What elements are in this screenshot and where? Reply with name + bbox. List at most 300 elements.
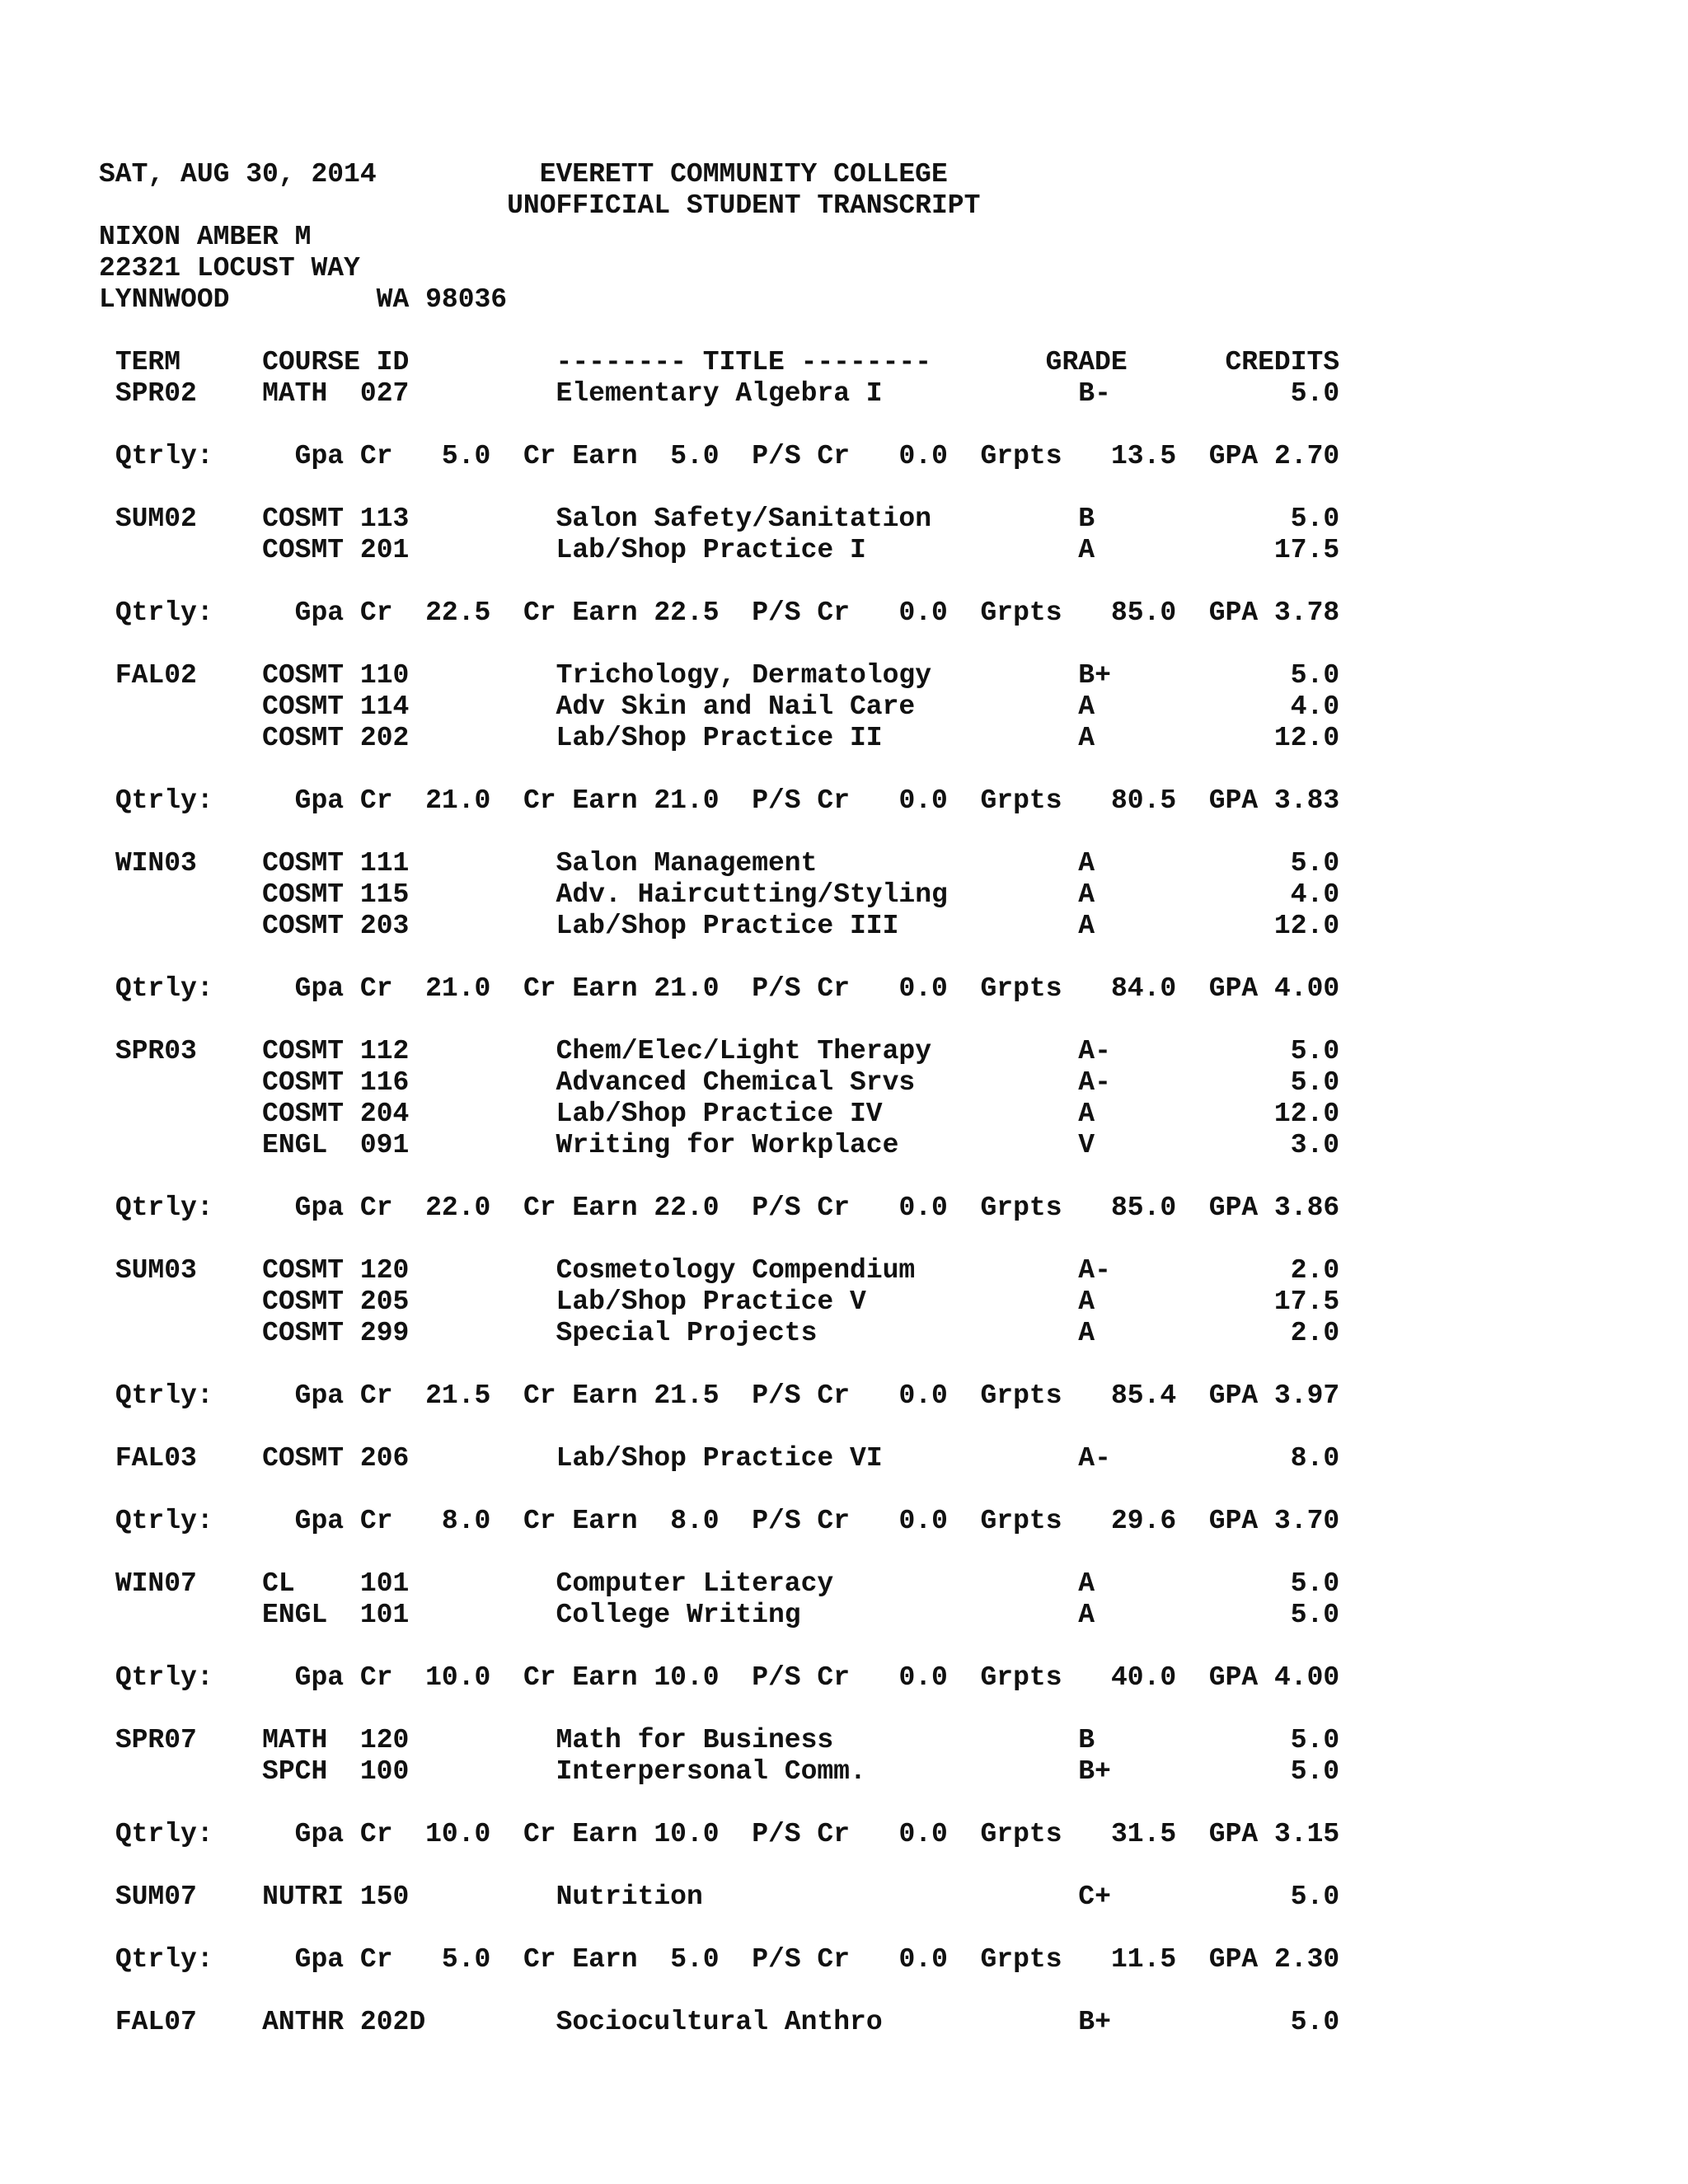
gpa-label: GPA: [1208, 441, 1259, 471]
course-dept: NUTRI: [262, 1882, 345, 1912]
gpa-cr-label: Gpa Cr: [294, 1662, 393, 1693]
course-credits: 17.5: [1273, 535, 1340, 565]
blank-line: [99, 1224, 1339, 1255]
term-code: FAL02: [115, 660, 197, 691]
gpa-cr-label: Gpa Cr: [294, 1944, 393, 1975]
course-title: Advanced Chemical Srvs: [556, 1067, 916, 1098]
header-line-date: [99, 159, 1339, 190]
course-grade: A: [1078, 691, 1095, 722]
ps-cr-label: P/S Cr: [752, 1819, 851, 1849]
cr-earn-value: 5.0: [670, 1944, 720, 1975]
course-number: 204: [359, 1099, 410, 1129]
course-credits: 5.0: [1290, 848, 1340, 879]
course-grade: A: [1078, 1286, 1095, 1317]
course-grade: A: [1078, 848, 1095, 879]
ps-cr-value: 0.0: [898, 598, 948, 628]
cr-earn-label: Cr Earn: [523, 441, 638, 471]
cr-earn-label: Cr Earn: [523, 1506, 638, 1536]
course-number: 100: [359, 1756, 410, 1787]
gpa-label: GPA: [1208, 1944, 1259, 1975]
gpa-value: 3.78: [1274, 598, 1340, 628]
grpts-label: Grpts: [980, 1506, 1062, 1536]
course-title: Lab/Shop Practice V: [556, 1286, 866, 1317]
course-row: [99, 504, 1339, 535]
gpa-value: 3.97: [1274, 1380, 1340, 1411]
course-number: 205: [359, 1286, 410, 1317]
course-grade: A: [1078, 1318, 1095, 1348]
course-dept: COSMT: [262, 691, 345, 722]
gpa-value: 2.70: [1274, 441, 1340, 471]
gpa-cr-label: Gpa Cr: [294, 785, 393, 816]
student-street: 22321 LOCUST WAY: [99, 253, 360, 284]
course-credits: 5.0: [1290, 1882, 1340, 1912]
course-title: Adv. Haircutting/Styling: [556, 879, 948, 910]
course-row: [99, 378, 1339, 410]
course-number: 299: [359, 1318, 410, 1348]
ps-cr-label: P/S Cr: [752, 1944, 851, 1975]
course-row: [99, 1882, 1339, 1913]
course-title: Lab/Shop Practice IV: [556, 1099, 883, 1129]
cr-earn-value: 10.0: [654, 1819, 720, 1849]
blank-line: [99, 817, 1339, 848]
gpa-value: 3.70: [1274, 1506, 1340, 1536]
course-row: [99, 1130, 1339, 1161]
course-grade: B+: [1078, 2007, 1111, 2037]
cr-earn-value: 21.0: [654, 785, 720, 816]
cr-earn-label: Cr Earn: [523, 785, 638, 816]
term-code: SPR02: [115, 378, 197, 409]
blank-line: [99, 1694, 1339, 1725]
cr-earn-value: 8.0: [670, 1506, 720, 1536]
course-row: [99, 911, 1339, 942]
course-title: Sociocultural Anthro: [556, 2007, 883, 2037]
student-name-line: [99, 222, 1339, 253]
gpa-value: 3.15: [1274, 1819, 1340, 1849]
course-title: Lab/Shop Practice III: [556, 911, 899, 941]
course-title: Salon Safety/Sanitation: [556, 504, 932, 534]
column-grade: GRADE: [1045, 347, 1128, 377]
course-title: Trichology, Dermatology: [556, 660, 932, 691]
ps-cr-label: P/S Cr: [752, 598, 851, 628]
course-credits: 4.0: [1290, 879, 1340, 910]
course-number: 101: [359, 1568, 410, 1599]
grpts-label: Grpts: [980, 785, 1062, 816]
course-dept: COSMT: [262, 535, 345, 565]
quarterly-summary-row: [99, 785, 1339, 817]
blank-line: [99, 410, 1339, 441]
course-row: [99, 691, 1339, 723]
student-state-zip: WA 98036: [376, 284, 508, 315]
blank-line: [99, 754, 1339, 785]
course-grade: B+: [1078, 660, 1111, 691]
cr-earn-value: 22.0: [654, 1193, 720, 1223]
course-row: [99, 660, 1339, 691]
student-city-line: [99, 284, 1339, 316]
course-credits: 5.0: [1290, 378, 1340, 409]
grpts-value: 80.5: [1110, 785, 1177, 816]
gpa-label: GPA: [1208, 1193, 1259, 1223]
course-number: 203: [359, 911, 410, 941]
course-dept: COSMT: [262, 879, 345, 910]
grpts-value: 31.5: [1110, 1819, 1177, 1849]
ps-cr-value: 0.0: [898, 1662, 948, 1693]
blank-line: [99, 1850, 1339, 1882]
document-title: UNOFFICIAL STUDENT TRANSCRIPT: [507, 190, 981, 221]
ps-cr-label: P/S Cr: [752, 973, 851, 1004]
gpa-value: 2.30: [1274, 1944, 1340, 1975]
gpa-cr-label: Gpa Cr: [294, 1506, 393, 1536]
gpa-cr-value: 5.0: [441, 441, 491, 471]
course-title: Special Projects: [556, 1318, 818, 1348]
course-row: [99, 1067, 1339, 1099]
grpts-label: Grpts: [980, 973, 1062, 1004]
cr-earn-value: 10.0: [654, 1662, 720, 1693]
course-dept: MATH: [262, 1725, 328, 1755]
course-dept: COSMT: [262, 848, 345, 879]
course-credits: 5.0: [1290, 660, 1340, 691]
quarterly-summary-row: [99, 973, 1339, 1005]
qtrly-label: Qtrly:: [115, 973, 213, 1004]
column-term: TERM: [115, 347, 181, 377]
quarterly-summary-row: [99, 1944, 1339, 1975]
term-code: SPR03: [115, 1036, 197, 1066]
course-number: 112: [359, 1036, 410, 1066]
course-title: Computer Literacy: [556, 1568, 834, 1599]
course-row: [99, 879, 1339, 911]
course-number: 206: [359, 1443, 410, 1474]
qtrly-label: Qtrly:: [115, 441, 213, 471]
course-row: [99, 1600, 1339, 1631]
course-dept: COSMT: [262, 911, 345, 941]
cr-earn-value: 5.0: [670, 441, 720, 471]
course-number: 113: [359, 504, 410, 534]
grpts-value: 40.0: [1110, 1662, 1177, 1693]
course-title: Nutrition: [556, 1882, 703, 1912]
course-title: Lab/Shop Practice I: [556, 535, 866, 565]
quarterly-summary-row: [99, 1506, 1339, 1537]
ps-cr-label: P/S Cr: [752, 1662, 851, 1693]
blank-line: [99, 1631, 1339, 1662]
cr-earn-value: 22.5: [654, 598, 720, 628]
gpa-cr-value: 10.0: [425, 1819, 491, 1849]
course-grade: A: [1078, 535, 1095, 565]
course-row: [99, 1443, 1339, 1474]
blank-line: [99, 1412, 1339, 1443]
course-dept: MATH: [262, 378, 328, 409]
course-grade: V: [1078, 1130, 1095, 1160]
course-row: [99, 535, 1339, 566]
course-dept: ANTHR: [262, 2007, 345, 2037]
course-title: Math for Business: [556, 1725, 834, 1755]
course-grade: A-: [1078, 1443, 1111, 1474]
course-dept: COSMT: [262, 1318, 345, 1348]
blank-line: [99, 629, 1339, 660]
course-credits: 5.0: [1290, 1568, 1340, 1599]
gpa-cr-value: 10.0: [425, 1662, 491, 1693]
ps-cr-label: P/S Cr: [752, 1193, 851, 1223]
gpa-cr-label: Gpa Cr: [294, 598, 393, 628]
ps-cr-value: 0.0: [898, 1944, 948, 1975]
course-dept: COSMT: [262, 504, 345, 534]
course-row: [99, 1099, 1339, 1130]
course-dept: COSMT: [262, 1255, 345, 1286]
qtrly-label: Qtrly:: [115, 1506, 213, 1536]
gpa-cr-label: Gpa Cr: [294, 1819, 393, 1849]
grpts-label: Grpts: [980, 1944, 1062, 1975]
blank-line: [99, 1537, 1339, 1568]
course-grade: A: [1078, 723, 1095, 753]
quarterly-summary-row: [99, 1380, 1339, 1412]
blank-line: [99, 1349, 1339, 1380]
column-course-id: COURSE ID: [262, 347, 410, 377]
column-header-row: [99, 347, 1339, 378]
gpa-label: GPA: [1208, 598, 1259, 628]
student-name: NIXON AMBER M: [99, 222, 312, 252]
blank-line: [99, 1913, 1339, 1944]
grpts-label: Grpts: [980, 1819, 1062, 1849]
gpa-cr-label: Gpa Cr: [294, 1193, 393, 1223]
course-number: 201: [359, 535, 410, 565]
course-dept: ENGL: [262, 1600, 328, 1630]
course-dept: COSMT: [262, 1067, 345, 1098]
ps-cr-value: 0.0: [898, 1193, 948, 1223]
cr-earn-value: 21.0: [654, 973, 720, 1004]
course-dept: ENGL: [262, 1130, 328, 1160]
course-title: Elementary Algebra I: [556, 378, 883, 409]
gpa-label: GPA: [1208, 1662, 1259, 1693]
term-code: SUM07: [115, 1882, 197, 1912]
print-date: SAT, AUG 30, 2014: [99, 159, 377, 190]
course-number: 110: [359, 660, 410, 691]
blank-line: [99, 1161, 1339, 1193]
quarterly-summary-row: [99, 598, 1339, 629]
grpts-value: 84.0: [1110, 973, 1177, 1004]
course-grade: A: [1078, 1568, 1095, 1599]
course-number: 120: [359, 1725, 410, 1755]
course-grade: A: [1078, 1099, 1095, 1129]
course-number: 091: [359, 1130, 410, 1160]
course-number: 101: [359, 1600, 410, 1630]
course-credits: 5.0: [1290, 1036, 1340, 1066]
course-title: Cosmetology Compendium: [556, 1255, 916, 1286]
gpa-value: 4.00: [1274, 973, 1340, 1004]
gpa-cr-value: 21.5: [425, 1380, 491, 1411]
course-grade: B+: [1078, 1756, 1111, 1787]
gpa-cr-value: 21.0: [425, 973, 491, 1004]
qtrly-label: Qtrly:: [115, 598, 213, 628]
course-number: 116: [359, 1067, 410, 1098]
course-dept: COSMT: [262, 723, 345, 753]
course-title: Interpersonal Comm.: [556, 1756, 866, 1787]
gpa-cr-value: 22.5: [425, 598, 491, 628]
course-grade: A: [1078, 1600, 1095, 1630]
gpa-cr-value: 5.0: [441, 1944, 491, 1975]
course-row: [99, 723, 1339, 754]
gpa-value: 4.00: [1274, 1662, 1340, 1693]
ps-cr-value: 0.0: [898, 1380, 948, 1411]
course-grade: A: [1078, 911, 1095, 941]
grpts-label: Grpts: [980, 1193, 1062, 1223]
course-number: 150: [359, 1882, 410, 1912]
course-row: [99, 1286, 1339, 1318]
course-dept: COSMT: [262, 660, 345, 691]
term-code: FAL03: [115, 1443, 197, 1474]
ps-cr-label: P/S Cr: [752, 441, 851, 471]
course-number: 111: [359, 848, 410, 879]
gpa-cr-value: 21.0: [425, 785, 491, 816]
course-credits: 5.0: [1290, 1600, 1340, 1630]
transcript-document: [99, 159, 1339, 2038]
course-credits: 5.0: [1290, 1067, 1340, 1098]
term-code: SPR07: [115, 1725, 197, 1755]
blank-line: [99, 472, 1339, 504]
course-credits: 5.0: [1290, 2007, 1340, 2037]
cr-earn-label: Cr Earn: [523, 1944, 638, 1975]
grpts-value: 85.4: [1110, 1380, 1177, 1411]
course-number: 115: [359, 879, 410, 910]
cr-earn-label: Cr Earn: [523, 598, 638, 628]
student-city: LYNNWOOD: [99, 284, 230, 315]
gpa-cr-label: Gpa Cr: [294, 973, 393, 1004]
grpts-value: 85.0: [1110, 1193, 1177, 1223]
course-number: 120: [359, 1255, 410, 1286]
course-grade: B: [1078, 1725, 1095, 1755]
gpa-label: GPA: [1208, 785, 1259, 816]
course-credits: 5.0: [1290, 504, 1340, 534]
student-street-line: [99, 253, 1339, 284]
course-grade: B-: [1078, 378, 1111, 409]
course-dept: CL: [262, 1568, 295, 1599]
course-credits: 17.5: [1273, 1286, 1340, 1317]
course-grade: B: [1078, 504, 1095, 534]
grpts-label: Grpts: [980, 598, 1062, 628]
term-code: SUM02: [115, 504, 197, 534]
course-row: [99, 1568, 1339, 1600]
course-credits: 5.0: [1290, 1756, 1340, 1787]
course-title: Lab/Shop Practice VI: [556, 1443, 883, 1474]
course-grade: A-: [1078, 1036, 1111, 1066]
course-credits: 12.0: [1273, 723, 1340, 753]
grpts-value: 85.0: [1110, 598, 1177, 628]
cr-earn-label: Cr Earn: [523, 1662, 638, 1693]
gpa-cr-label: Gpa Cr: [294, 1380, 393, 1411]
gpa-value: 3.83: [1274, 785, 1340, 816]
college-name: EVERETT COMMUNITY COLLEGE: [539, 159, 948, 190]
grpts-label: Grpts: [980, 1380, 1062, 1411]
course-title: Salon Management: [556, 848, 818, 879]
course-credits: 12.0: [1273, 1099, 1340, 1129]
cr-earn-label: Cr Earn: [523, 973, 638, 1004]
blank-line: [99, 1975, 1339, 2007]
course-number: 202D: [359, 2007, 426, 2037]
course-credits: 3.0: [1290, 1130, 1340, 1160]
cr-earn-label: Cr Earn: [523, 1380, 638, 1411]
term-code: WIN03: [115, 848, 197, 879]
course-row: [99, 2007, 1339, 2038]
course-row: [99, 848, 1339, 879]
grpts-value: 29.6: [1110, 1506, 1177, 1536]
grpts-label: Grpts: [980, 441, 1062, 471]
qtrly-label: Qtrly:: [115, 1193, 213, 1223]
course-row: [99, 1725, 1339, 1756]
course-row: [99, 1036, 1339, 1067]
cr-earn-label: Cr Earn: [523, 1819, 638, 1849]
ps-cr-value: 0.0: [898, 785, 948, 816]
term-code: SUM03: [115, 1255, 197, 1286]
gpa-label: GPA: [1208, 1380, 1259, 1411]
course-dept: SPCH: [262, 1756, 328, 1787]
grpts-value: 13.5: [1110, 441, 1177, 471]
course-credits: 2.0: [1290, 1318, 1340, 1348]
gpa-label: GPA: [1208, 1506, 1259, 1536]
grpts-value: 11.5: [1110, 1944, 1177, 1975]
ps-cr-value: 0.0: [898, 1506, 948, 1536]
blank-line: [99, 942, 1339, 973]
ps-cr-label: P/S Cr: [752, 785, 851, 816]
gpa-value: 3.86: [1274, 1193, 1340, 1223]
ps-cr-value: 0.0: [898, 973, 948, 1004]
qtrly-label: Qtrly:: [115, 1944, 213, 1975]
ps-cr-value: 0.0: [898, 441, 948, 471]
course-number: 202: [359, 723, 410, 753]
ps-cr-label: P/S Cr: [752, 1380, 851, 1411]
course-dept: COSMT: [262, 1036, 345, 1066]
cr-earn-label: Cr Earn: [523, 1193, 638, 1223]
course-title: College Writing: [556, 1600, 801, 1630]
course-credits: 2.0: [1290, 1255, 1340, 1286]
course-number: 027: [359, 378, 410, 409]
course-credits: 4.0: [1290, 691, 1340, 722]
blank-line: [99, 566, 1339, 598]
blank-line: [99, 316, 1339, 347]
course-title: Adv Skin and Nail Care: [556, 691, 916, 722]
ps-cr-label: P/S Cr: [752, 1506, 851, 1536]
qtrly-label: Qtrly:: [115, 1662, 213, 1693]
quarterly-summary-row: [99, 441, 1339, 472]
gpa-label: GPA: [1208, 1819, 1259, 1849]
course-dept: COSMT: [262, 1443, 345, 1474]
course-row: [99, 1255, 1339, 1286]
course-row: [99, 1318, 1339, 1349]
header-line-title: [99, 190, 1339, 222]
blank-line: [99, 1005, 1339, 1036]
course-grade: C+: [1078, 1882, 1111, 1912]
qtrly-label: Qtrly:: [115, 1380, 213, 1411]
course-grade: A: [1078, 879, 1095, 910]
course-dept: COSMT: [262, 1286, 345, 1317]
term-code: WIN07: [115, 1568, 197, 1599]
quarterly-summary-row: [99, 1819, 1339, 1850]
qtrly-label: Qtrly:: [115, 1819, 213, 1849]
grpts-label: Grpts: [980, 1662, 1062, 1693]
gpa-cr-label: Gpa Cr: [294, 441, 393, 471]
blank-line: [99, 1474, 1339, 1506]
quarterly-summary-row: [99, 1662, 1339, 1694]
cr-earn-value: 21.5: [654, 1380, 720, 1411]
gpa-cr-value: 22.0: [425, 1193, 491, 1223]
quarterly-summary-row: [99, 1193, 1339, 1224]
course-row: [99, 1756, 1339, 1788]
course-credits: 12.0: [1273, 911, 1340, 941]
course-number: 114: [359, 691, 410, 722]
term-code: FAL07: [115, 2007, 197, 2037]
gpa-cr-value: 8.0: [441, 1506, 491, 1536]
blank-line: [99, 1788, 1339, 1819]
course-credits: 8.0: [1290, 1443, 1340, 1474]
course-credits: 5.0: [1290, 1725, 1340, 1755]
ps-cr-value: 0.0: [898, 1819, 948, 1849]
qtrly-label: Qtrly:: [115, 785, 213, 816]
